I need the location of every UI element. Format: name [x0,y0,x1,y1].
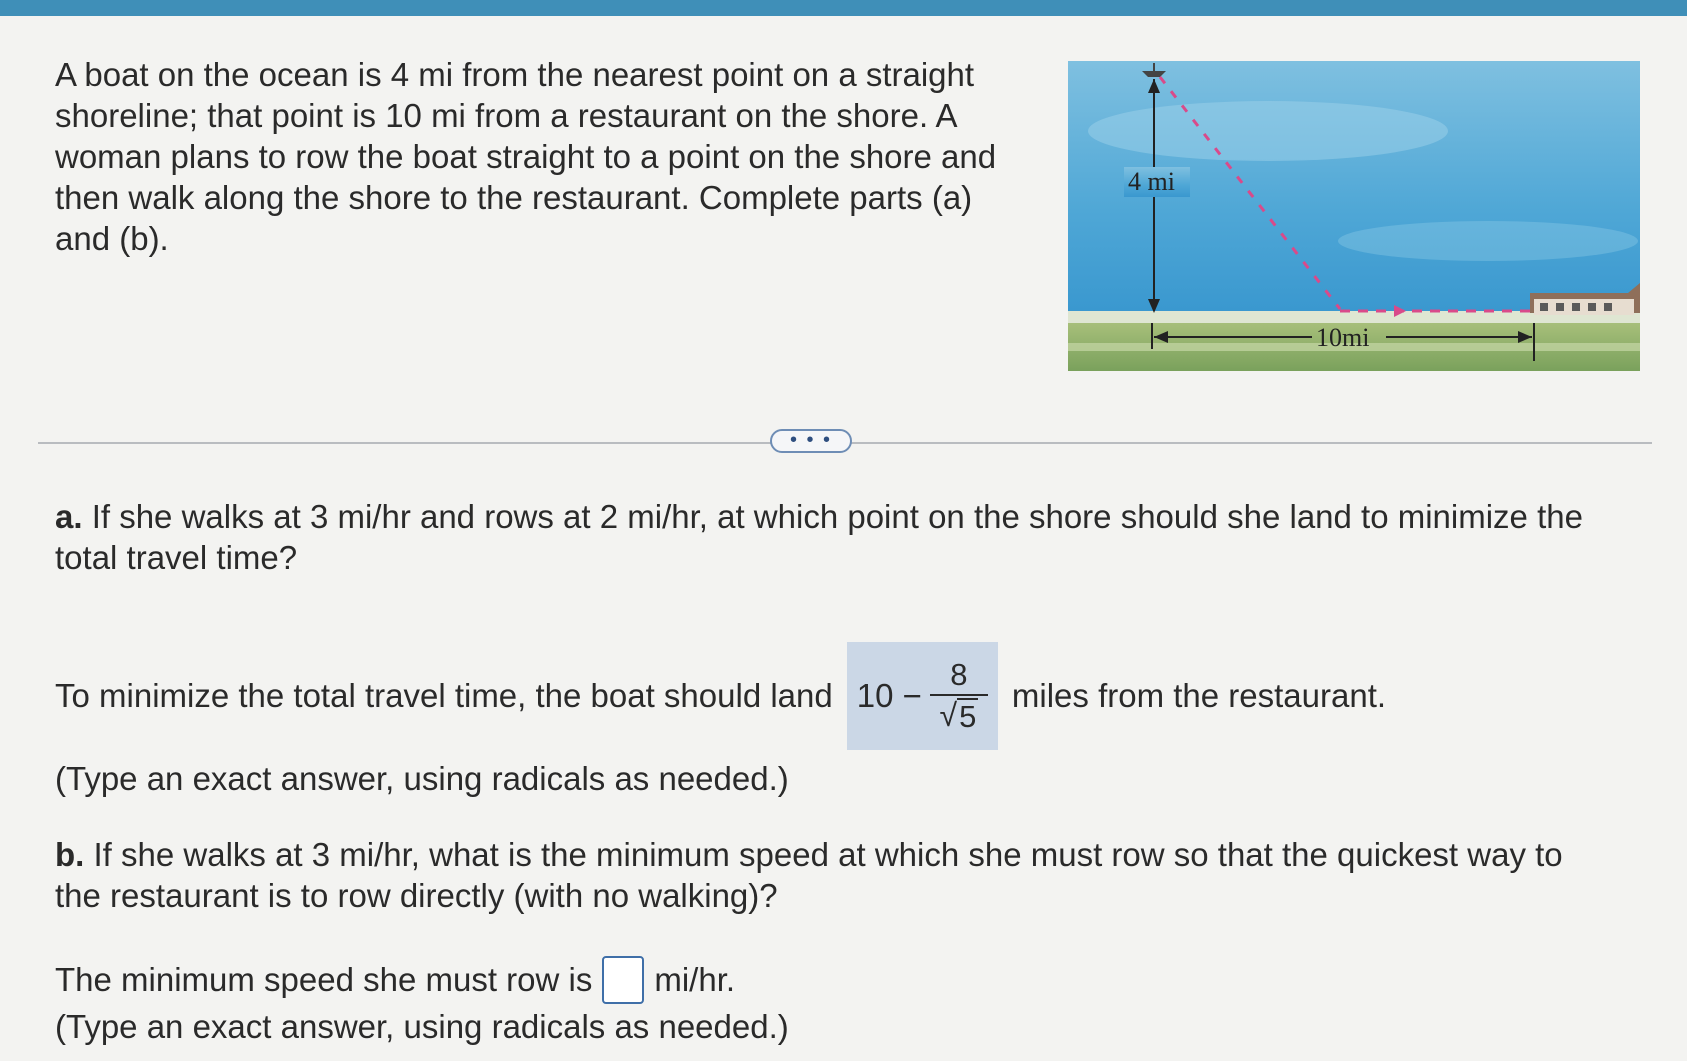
part-b-answer-prefix: The minimum speed she must row is [55,961,593,998]
part-a-question-text: If she walks at 3 mi/hr and rows at 2 mi/hr, at which point on the shore should she land to minimize the total travel time? [55,498,1583,576]
part-b-label: b. [55,836,85,873]
part-b-answer-suffix: mi/hr. [654,961,736,998]
part-a-hint: (Type an exact answer, using radicals as needed.) [55,760,789,797]
show-more-button[interactable]: • • • [770,429,852,453]
horizontal-distance-label: 10mi [1316,323,1370,352]
boat-shore-figure [1068,61,1640,371]
part-b-question [55,834,1615,916]
part-a-label: a. [55,498,83,535]
top-accent-bar [0,0,1687,16]
part-b-hint: (Type an exact answer, using radicals as needed.) [55,1008,789,1045]
fraction-numerator: 8 [950,657,968,692]
part-a-question [55,496,1615,578]
problem-page [0,16,1687,1061]
part-a-answer-suffix: miles from the restaurant. [1011,677,1387,714]
part-b-question-text: If she walks at 3 mi/hr, what is the minimum speed at which she must row so that the quickest way to the restaurant is to row directly (with no walking)? [55,836,1563,914]
part-a-answer-prefix: To minimize the total travel time, the boat should land [55,677,833,714]
part-b-answer-input[interactable] [602,956,644,1004]
part-a-answer-whole: 10 − [856,677,922,714]
sea-highlight [1088,101,1448,161]
part-b-answer-row [55,956,735,1004]
fraction-denominator [940,696,979,734]
part-a-answer-row [55,634,1386,758]
problem-intro: A boat on the ocean is 4 mi from the nearest point on a straight shoreline; that point is 10 mi from a restaurant on the shore. A woman plans to row the boat straight to a point on the shore and then walk along the shore to the restaurant. Complete parts (a) and (b). [55,56,997,257]
part-a-answer-field[interactable] [847,642,998,750]
vertical-distance-label: 4 mi [1128,167,1175,196]
part-a-answer-fraction [930,658,988,734]
radicand: 5 [959,699,977,734]
sea-highlight [1338,221,1638,261]
radical-icon: √ [939,697,958,733]
